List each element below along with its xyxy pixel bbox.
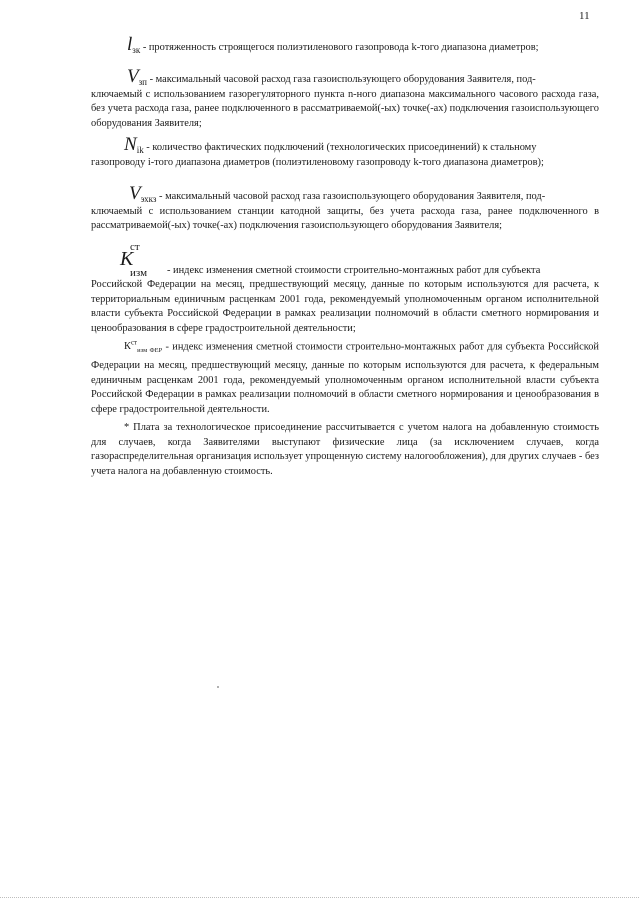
symbol-v-ehkz: $V_{эхкз}$ (129, 183, 157, 204)
definition-text: Российской Федерации на месяц, предшествующий месяцу, данные по которым используются для расчета, к территориальным единичным расценкам 2001 года, рекомендуемый уполномоченным органом исполнительной власти субъекта Российской Федерации в рамках реализации полномочий в области сметного нормирования и ценообразования в сфере градостроительной деятельности; (91, 279, 599, 334)
definition-text: газопроводу i-того диапазона диаметров (полиэтиленовому газопроводу k-того диапазона диаметров); (91, 156, 544, 168)
symbol-n-ik: $N_{ik}$ (124, 134, 144, 155)
definition-text: ключаемый с использованием газорегуляторного пункта n-ного диапазона максимального часового расхода газа, без учета расхода газа, ранее подключенного в рассматриваемой(-ых) точке(-ах) подключения газоиспользующего оборудования Заявителя; (91, 88, 599, 129)
definition-text: - индекс изменения сметной стоимости строительно-монтажных работ для субъекта Российской Федерации на месяц, предшествующий месяцу, данные по которым используются для расчета, к федеральным единичным расценкам 2001 года, рекомендуемый уполномоченным органом исполнительной власти субъекта Российской Федерации в рамках реализации полномочий в области сметного нормирования и ценообразования в сфере градостроительной деятельности. (91, 341, 599, 415)
scan-dot (217, 686, 219, 688)
vat-footnote: * Плата за технологическое присоединение рассчитывается с учетом налога на добавленную стоимость для случаев, когда Заявителями выступают физические лица (за исключением случаев, когда газораспределительная организация использует упрощенную систему налогообложения), для других случаев - без учета налога на добавленную стоимость. (91, 422, 599, 477)
symbol-v-zp: $V_{зп}$ (127, 66, 147, 87)
symbol-l: $l_{зк}$ (127, 34, 141, 55)
definition-text: - протяженность строящегося полиэтиленового газопровода k-того диапазона диаметров; (140, 42, 539, 53)
definition-l-zk (127, 34, 597, 56)
definition-k-st-izm-fer (91, 336, 599, 418)
definition-k-st-izm: K ст изм - индекс изменения сметной стоимости строительно-монтажных работ для субъекта Российской Федерации на месяц, предшествующий месяцу, данные по которым используются для расчета, к территориальным единичным расценкам 2001 года, рекомендуемый уполномоченным органом исполнительной власти субъекта Российской Федерации в рамках реализации полномочий в области сметного нормирования и ценообразования в сфере градостроительной деятельности; (91, 240, 599, 336)
page-number: 11 (579, 10, 590, 22)
definition-text: ключаемый с использованием станции катодной защиты, без учета расхода газа, ранее подключенного в рассматриваемой(-ых) точке(-ах) подключения газоиспользующего оборудования Заявителя; (91, 205, 599, 232)
page-edge-line (0, 897, 639, 898)
definition-n-ik: $N_{ik}$ - количество фактических подключений (технологических присоединений) к стальному газопроводу i-того диапазона диаметров (полиэтиленовому газопроводу k-того диапазона диаметров); (91, 138, 599, 170)
definition-v-ehkz: $V_{эхкз}$ - максимальный часовой расход газа газоиспользующего оборудования Заявителя, под- ключаемый с использованием станции катодной защиты, без учета расхода газа, ранее подключенного в рассматриваемой(-ых) точке(-ах) подключения газоиспользующего оборудования Заявителя; (91, 187, 599, 234)
symbol-k-st-izm-fer: $К^{ст}_{изм ФЕР}$ (124, 339, 163, 355)
definition-v-zp: $V_{зп}$ - максимальный часовой расход газа газоиспользующего оборудования Заявителя, под- ключаемый с использованием газорегуляторного пункта n-ного диапазона максимального часового расхода газа, без учета расхода газа, ранее подключенного в рассматриваемой(-ых) точке(-ах) подключения газоиспользующего оборудования Заявителя; (91, 70, 599, 131)
